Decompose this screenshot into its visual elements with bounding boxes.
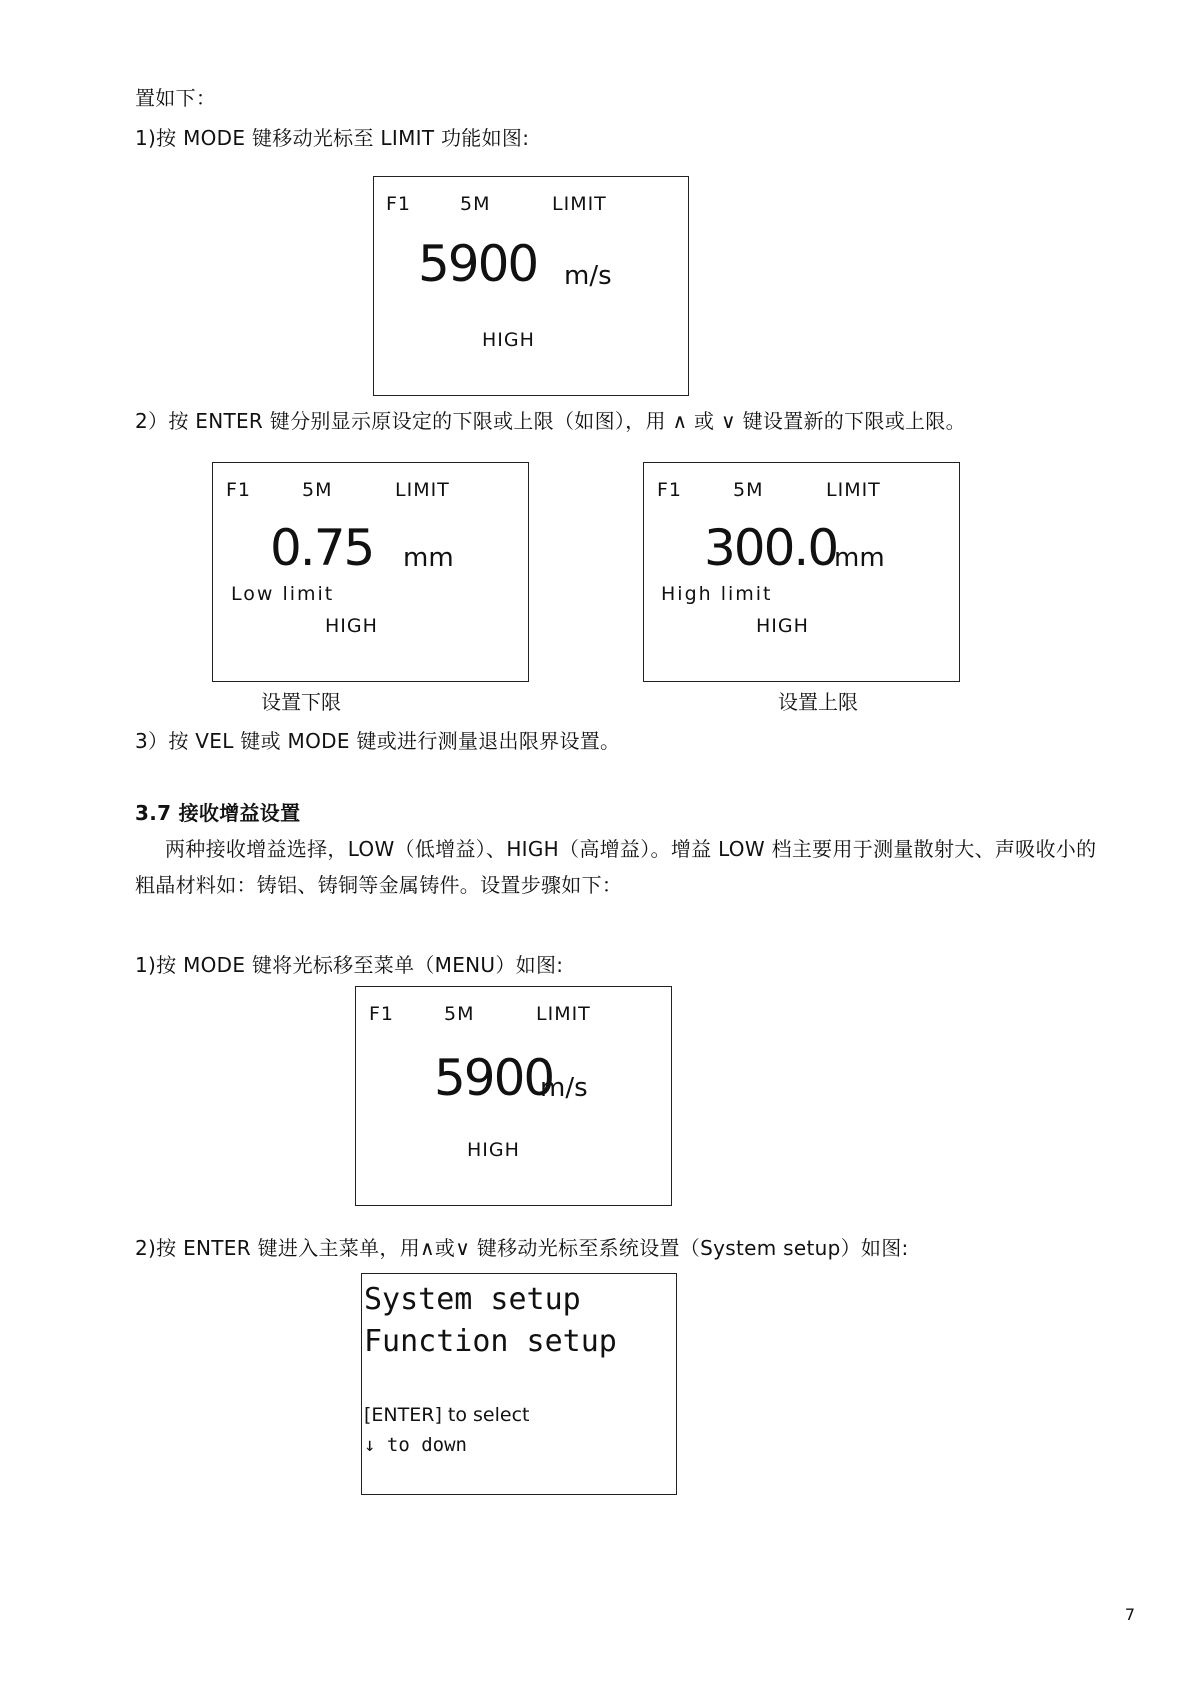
- step1-gain: 1)按 MODE 键将光标移至菜单（MENU）如图:: [135, 953, 564, 977]
- step3-limit: 3）按 VEL 键或 MODE 键或进行测量退出限界设置。: [135, 729, 621, 753]
- caption-high-limit: 设置上限: [778, 690, 858, 714]
- lcd-screen-system-menu: [361, 1273, 677, 1495]
- menu-item-function-setup: Function setup: [364, 1324, 617, 1359]
- lcd-value: 300.0: [704, 519, 838, 577]
- lcd-f-label: F1: [657, 479, 683, 501]
- lcd-freq: 5M: [302, 479, 333, 501]
- step1-limit: 1)按 MODE 键移动光标至 LIMIT 功能如图:: [135, 126, 530, 150]
- intro-text: 置如下：: [135, 86, 217, 110]
- lcd-freq: 5M: [733, 479, 764, 501]
- lcd-screen-low-limit: [212, 462, 529, 682]
- menu-item-system-setup: System setup: [364, 1282, 581, 1317]
- lcd-freq: 5M: [460, 193, 491, 215]
- lcd-gain: HIGH: [756, 615, 809, 637]
- menu-hint-enter: [ENTER] to select: [364, 1404, 530, 1426]
- lcd-limit-label: High limit: [661, 583, 773, 605]
- lcd-screen-limit: [373, 176, 689, 396]
- page-number: 7: [1124, 1605, 1135, 1624]
- lcd-f-label: F1: [226, 479, 252, 501]
- lcd-unit: m/s: [564, 261, 612, 291]
- lcd-gain: HIGH: [467, 1139, 520, 1161]
- step2-limit: 2）按 ENTER 键分别显示原设定的下限或上限（如图），用 ∧ 或 ∨ 键设置新的下限或上限。: [135, 409, 966, 433]
- lcd-freq: 5M: [444, 1003, 475, 1025]
- lcd-mode: LIMIT: [536, 1003, 591, 1025]
- lcd-f-label: F1: [386, 193, 412, 215]
- lcd-unit: mm: [834, 543, 885, 573]
- lcd-value: 5900: [418, 235, 538, 293]
- lcd-f-label: F1: [369, 1003, 395, 1025]
- menu-hint-down: ↓ to down: [364, 1434, 467, 1456]
- section-title: 3.7 接收增益设置: [135, 801, 301, 825]
- lcd-screen-menu: [355, 986, 672, 1206]
- lcd-unit: m/s: [540, 1073, 588, 1103]
- paragraph-line-1: 两种接收增益选择，LOW（低增益）、HIGH（高增益）。增益 LOW 档主要用于测量散射大、声吸收小的: [165, 837, 1097, 861]
- step2-gain: 2)按 ENTER 键进入主菜单，用∧或∨ 键移动光标至系统设置（System setup）如图:: [135, 1236, 909, 1260]
- lcd-screen-high-limit: [643, 462, 960, 682]
- lcd-limit-label: Low limit: [231, 583, 335, 605]
- lcd-gain: HIGH: [325, 615, 378, 637]
- lcd-gain: HIGH: [482, 329, 535, 351]
- lcd-mode: LIMIT: [395, 479, 450, 501]
- lcd-unit: mm: [403, 543, 454, 573]
- lcd-mode: LIMIT: [826, 479, 881, 501]
- lcd-mode: LIMIT: [552, 193, 607, 215]
- lcd-value: 0.75: [270, 519, 374, 577]
- paragraph-line-2: 粗晶材料如：铸铝、铸铜等金属铸件。设置步骤如下：: [135, 873, 623, 897]
- lcd-value: 5900: [434, 1049, 554, 1107]
- caption-low-limit: 设置下限: [261, 690, 341, 714]
